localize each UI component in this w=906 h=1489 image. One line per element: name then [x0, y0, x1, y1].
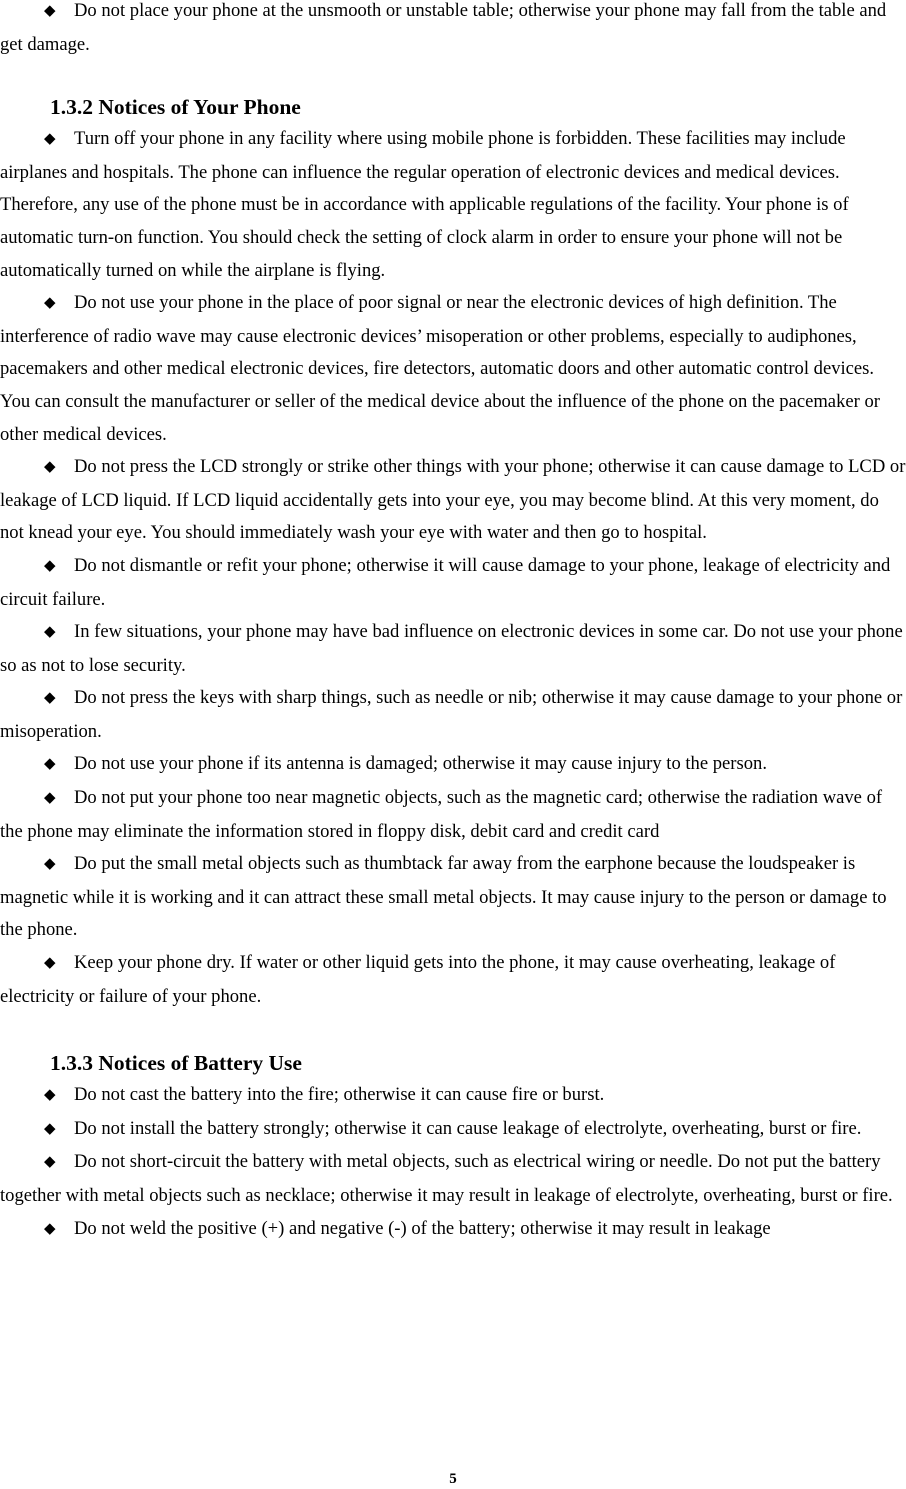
section-notices-of-battery-use	[0, 1047, 906, 1246]
diamond-bullet-icon: ◆	[44, 624, 56, 641]
bullet-item	[0, 848, 906, 947]
bullet-text: Keep your phone dry. If water or other liquid gets into the phone, it may cause overheating, leakage of electricity or failure of your phone.	[0, 952, 836, 1007]
bullet-text: Do not press the LCD strongly or strike other things with your phone; otherwise it can cause damage to LCD or leakage of LCD liquid. If LCD liquid accidentally gets into your eye, you may become blind. At this very moment, do not knead your eye. You should immediately wash your eye with water and then go to hospital.	[0, 456, 906, 544]
diamond-bullet-icon: ◆	[44, 1220, 56, 1237]
diamond-bullet-icon: ◆	[44, 756, 56, 773]
diamond-bullet-icon: ◆	[44, 856, 56, 873]
diamond-bullet-icon: ◆	[44, 131, 56, 148]
section-title: 1.3.3 Notices of Battery Use	[50, 1051, 302, 1076]
bullet-item	[0, 682, 906, 748]
bullet-item	[0, 1146, 906, 1212]
bullet-item	[0, 1079, 906, 1113]
bullet-text: Do not use your phone in the place of poor signal or near the electronic devices of high definition. The interference of radio wave may cause electronic devices’ misoperation or other problems, especially to audiphones, pacemakers and other medical electronic devices, fire detectors, automatic doors and other automatic control devices. You can consult the manufacturer or seller of the medical device about the influence of the phone on the pacemaker or other medical devices.	[0, 292, 880, 445]
spacer	[0, 61, 906, 91]
bullet-text: Turn off your phone in any facility where using mobile phone is forbidden. These facilities may include airplanes and hospitals. The phone can influence the regular operation of electronic devices and medical devices. Therefore, any use of the phone must be in accordance with applicable regulations of the facility. Your phone is of automatic turn-on function. You should check the setting of clock alarm in order to ensure your phone will not be automatically turned on while the airplane is flying.	[0, 128, 849, 281]
bullet-text: Do not put your phone too near magnetic objects, such as the magnetic card; otherwise the radiation wave of the phone may eliminate the information stored in floppy disk, debit card and credit card	[0, 787, 883, 842]
diamond-bullet-icon: ◆	[44, 295, 56, 312]
bullet-item	[0, 1213, 906, 1247]
bullet-text: Do not cast the battery into the fire; otherwise it can cause fire or burst.	[74, 1084, 605, 1106]
section-title: 1.3.2 Notices of Your Phone	[50, 95, 301, 120]
bullet-text: Do not place your phone at the unsmooth or unstable table; otherwise your phone may fall from the table and get damage.	[0, 0, 887, 55]
bullet-text: Do not install the battery strongly; otherwise it can cause leakage of electrolyte, overheating, burst or fire.	[74, 1117, 862, 1139]
bullet-text: Do not short-circuit the battery with metal objects, such as electrical wiring or needle. Do not put the battery together with metal objects such as necklace; otherwise it may result in leakage of electrolyte, overheating, burst or fire.	[0, 1151, 893, 1206]
bullet-item	[0, 451, 906, 550]
diamond-bullet-icon: ◆	[44, 790, 56, 807]
page-number: 5	[449, 1471, 457, 1487]
diamond-bullet-icon: ◆	[44, 955, 56, 972]
bullet-item	[0, 748, 906, 782]
diamond-bullet-icon: ◆	[44, 459, 56, 476]
bullet-item	[0, 0, 906, 61]
bullet-item	[0, 1113, 906, 1147]
bullet-text: Do put the small metal objects such as thumbtack far away from the earphone because the loudspeaker is magnetic while it is working and it can attract these small metal objects. It may cause injury to the person or damage to the phone.	[0, 853, 887, 941]
diamond-bullet-icon: ◆	[44, 557, 56, 574]
bullet-text: Do not weld the positive (+) and negative (-) of the battery; otherwise it may result in leakage	[74, 1217, 771, 1239]
diamond-bullet-icon: ◆	[44, 1120, 56, 1137]
section-notices-of-your-phone	[0, 91, 906, 1013]
bullet-item	[0, 947, 906, 1013]
bullet-item	[0, 616, 906, 682]
diamond-bullet-icon: ◆	[44, 3, 56, 19]
bullet-item	[0, 550, 906, 616]
diamond-bullet-icon: ◆	[44, 1087, 56, 1104]
diamond-bullet-icon: ◆	[44, 690, 56, 707]
bullet-text: Do not press the keys with sharp things, such as needle or nib; otherwise it may cause damage to your phone or misoperation.	[0, 687, 903, 742]
spacer	[0, 1013, 906, 1047]
bullet-text: In few situations, your phone may have bad influence on electronic devices in some car. Do not use your phone so as not to lose security.	[0, 621, 903, 676]
bullet-item	[0, 782, 906, 848]
bullet-item	[0, 123, 906, 287]
bullet-item	[0, 287, 906, 451]
bullet-text: Do not use your phone if its antenna is damaged; otherwise it may cause injury to the person.	[74, 753, 767, 775]
bullet-text: Do not dismantle or refit your phone; otherwise it will cause damage to your phone, leakage of electricity and circuit failure.	[0, 554, 891, 610]
diamond-bullet-icon: ◆	[44, 1154, 56, 1171]
